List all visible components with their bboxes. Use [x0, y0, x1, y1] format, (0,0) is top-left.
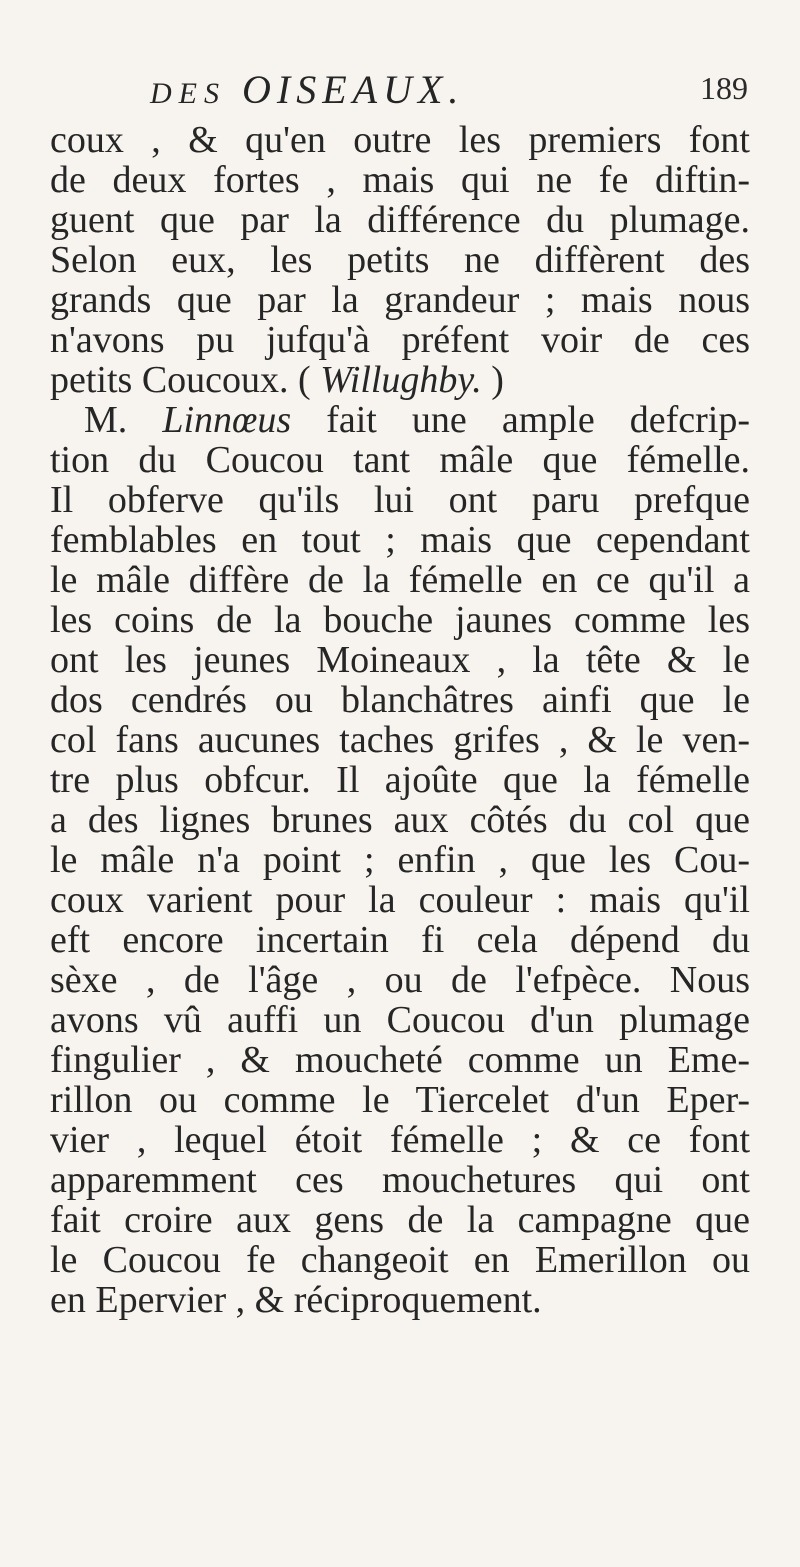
text-line-paragraph-start: M. Linnœus fait une ample defcrip- — [84, 400, 750, 440]
text-line: le Coucou fe changeoit en Emerillon ou — [50, 1240, 750, 1280]
text-line: de deux fortes , mais qui ne fe diftin- — [50, 160, 750, 200]
text-line: eft encore incertain fi cela dépend du — [50, 920, 750, 960]
running-head-main: OISEAUX. — [242, 67, 465, 112]
text-line: n'avons pu jufqu'à préfent voir de ces — [50, 320, 750, 360]
name-linnaeus: Linnœus — [162, 400, 292, 440]
page-number: 189 — [700, 70, 748, 106]
text-line: grands que par la grandeur ; mais nous — [50, 280, 750, 320]
text-line: col fans aucunes taches grifes , & le ven- — [50, 720, 750, 760]
text-line: les coins de la bouche jaunes comme les — [50, 600, 750, 640]
running-head-title — [150, 66, 650, 116]
text-line: sèxe , de l'âge , ou de l'efpèce. Nous — [50, 960, 750, 1000]
running-head-prefix: DES — [150, 77, 226, 110]
text-line: fait croire aux gens de la campagne que — [50, 1200, 750, 1240]
text-line: tre plus obfcur. Il ajoûte que la fémelle — [50, 760, 750, 800]
text-line: vier , lequel étoit fémelle ; & ce font — [50, 1120, 750, 1160]
text-line: tion du Coucou tant mâle que fémelle. — [50, 440, 750, 480]
text-line: dos cendrés ou blanchâtres ainfi que le — [50, 680, 750, 720]
text-line: apparemment ces mouchetures qui ont — [50, 1160, 750, 1200]
text-line-final: en Epervier , & réciproquement. — [50, 1280, 542, 1320]
text-line: Selon eux, les petits ne diffèrent des — [50, 240, 750, 280]
text-line: le mâle diffère de la fémelle en ce qu'il a — [50, 560, 750, 600]
text-line: rillon ou comme le Tiercelet d'un Eper- — [50, 1080, 750, 1120]
text-line: a des lignes brunes aux côtés du col que — [50, 800, 750, 840]
text-line: Il obferve qu'ils lui ont paru prefque — [50, 480, 750, 520]
body-text — [50, 120, 750, 1320]
text-line: fingulier , & moucheté comme un Eme- — [50, 1040, 750, 1080]
text-line: ont les jeunes Moineaux , la tête & le — [50, 640, 750, 680]
text-line: guent que par la différence du plumage. — [50, 200, 750, 240]
text-line: coux , & qu'en outre les premiers font — [50, 120, 750, 160]
text-line: le mâle n'a point ; enfin , que les Cou- — [50, 840, 750, 880]
citation-willughby: Willughby. — [320, 360, 482, 400]
text-line: coux varient pour la couleur : mais qu'il — [50, 880, 750, 920]
text-line: avons vû auffi un Coucou d'un plumage — [50, 1000, 750, 1040]
text-line: femblables en tout ; mais que cependant — [50, 520, 750, 560]
text-line-with-citation: petits Coucoux. ( Willughby. ) — [50, 360, 504, 400]
